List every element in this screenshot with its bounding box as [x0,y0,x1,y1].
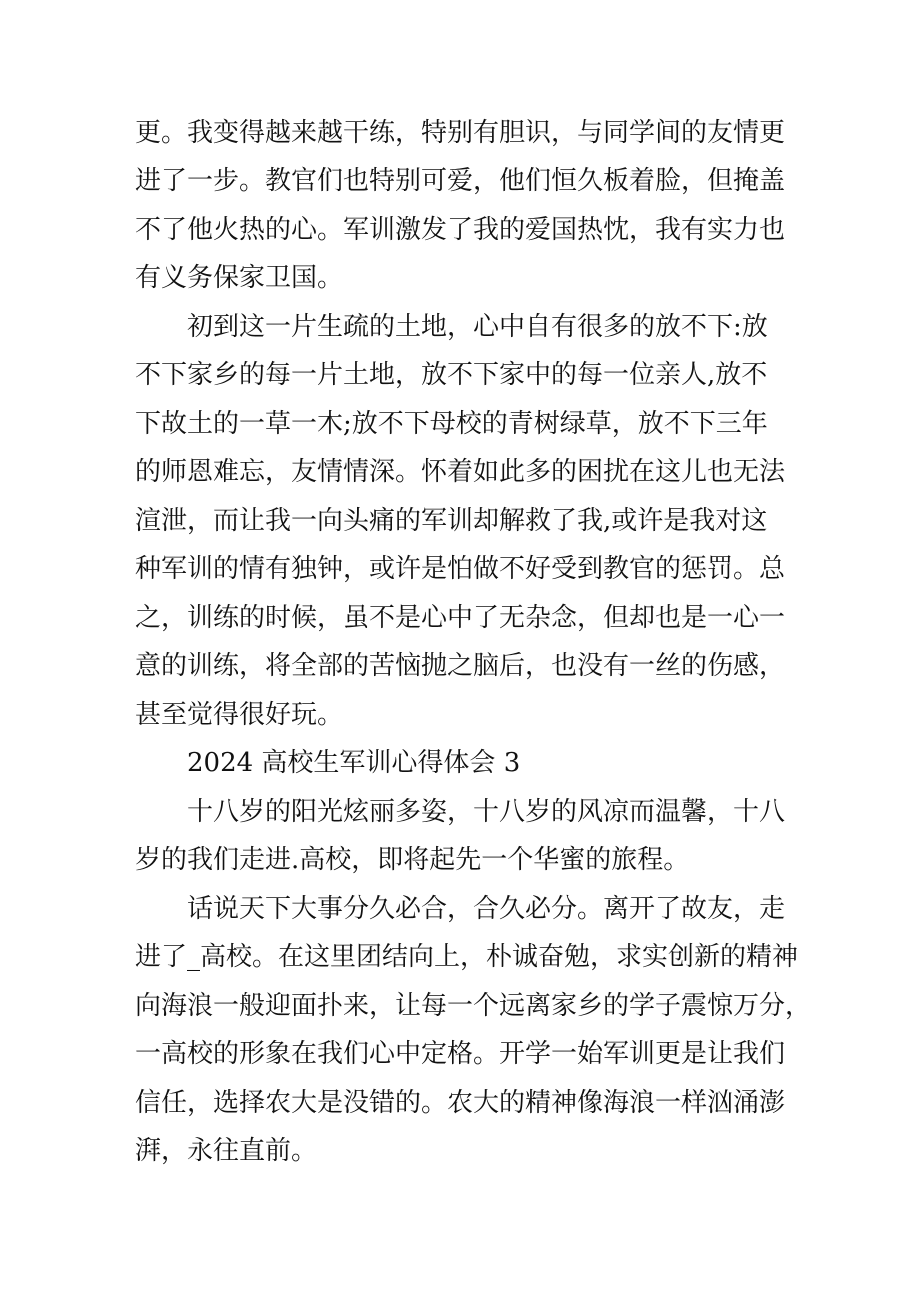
text-line: 不了他火热的心。军训激发了我的爱国热忱，我有实力也 [135,215,786,245]
text-line: 不下家乡的每一片土地，放不下家中的每一位亲人,放不 [135,360,768,390]
text-line: 之，训练的时候，虽不是心中了无杂念，但却也是一心一 [135,603,786,633]
text-line: 有义务保家卫国。 [135,263,344,293]
text-line: 进了_高校。在这里团结向上，朴诚奋勉，求实创新的精神 [135,942,799,972]
paragraph-first-line: 初到这一片生疏的土地，心中自有很多的放不下:放 [187,312,768,342]
text-line: 岁的我们走进.高校，即将起先一个华蜜的旅程。 [135,845,690,875]
text-line: 甚至觉得很好玩。 [135,700,344,730]
section-heading: 2024 高校生军训心得体会 3 [187,748,521,778]
text-line: 渲泄，而让我一向头痛的军训却解救了我,或许是我对这 [135,506,768,536]
text-line: 向海浪一般迎面扑来，让每一个远离家乡的学子震惊万分， [135,991,812,1021]
text-line: 更。我变得越来越干练，特别有胆识，与同学间的友情更 [135,118,786,148]
text-line: 意的训练，将全部的苦恼抛之脑后，也没有一丝的伤感， [135,651,786,681]
text-line: 一高校的形象在我们心中定格。开学一始军训更是让我们 [135,1039,786,1069]
text-line: 的师恩难忘，友情情深。怀着如此多的困扰在这儿也无法 [135,457,786,487]
text-line: 湃，永往直前。 [135,1136,318,1166]
text-line: 信任，选择农大是没错的。农大的精神像海浪一样汹涌澎 [135,1088,786,1118]
paragraph-first-line: 十八岁的阳光炫丽多姿，十八岁的风凉而温馨，十八 [187,797,786,827]
text-line: 种军训的情有独钟，或许是怕做不好受到教官的惩罚。总 [135,554,786,584]
text-line: 下故土的一草一木;放不下母校的青树绿草，放不下三年 [135,409,768,439]
paragraph-first-line: 话说天下大事分久必合，合久必分。离开了故友，走 [187,894,786,924]
text-line: 进了一步。教官们也特别可爱，他们恒久板着脸，但掩盖 [135,166,786,196]
